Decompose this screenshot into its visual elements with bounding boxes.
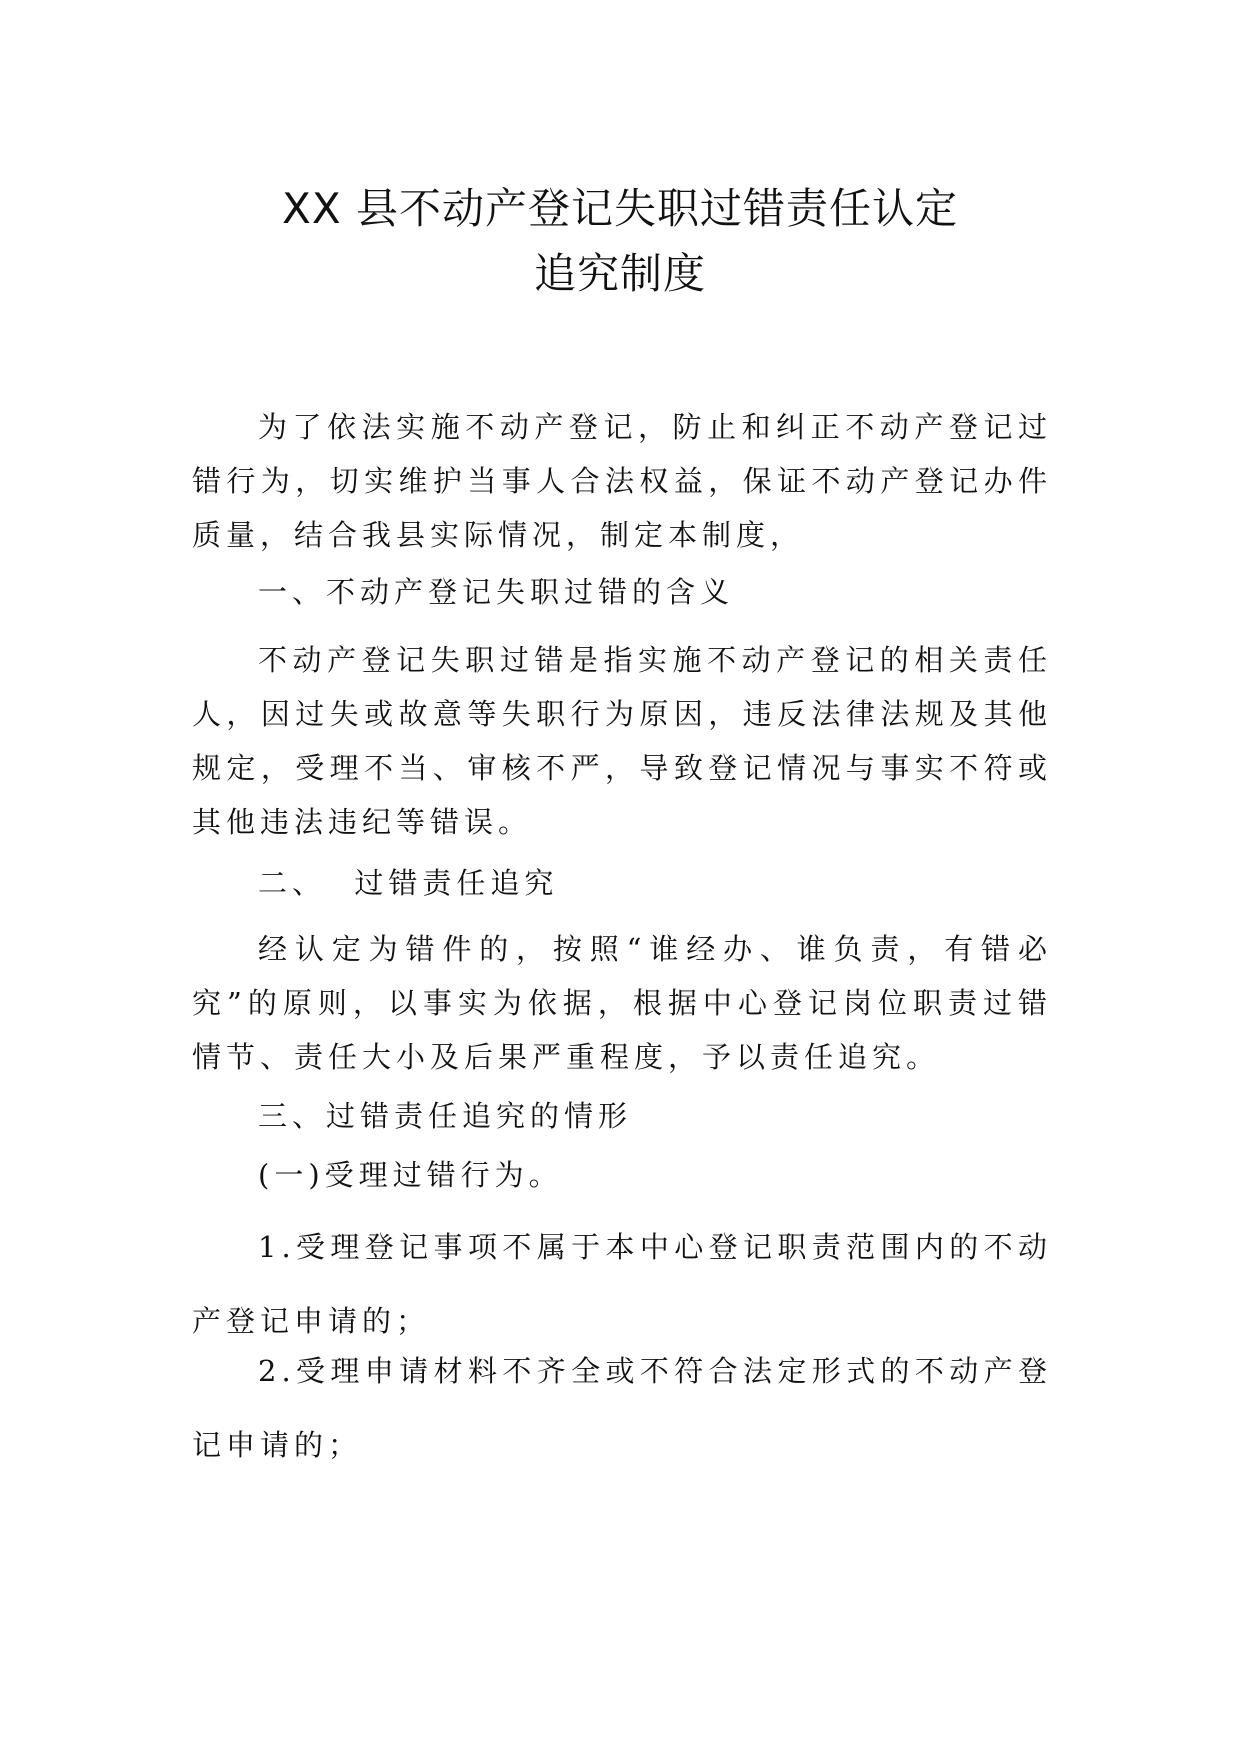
intro-paragraph: 为了依法实施不动产登记，防止和纠正不动产登记过错行为，切实维护当事人合法权益，保证不动产登记办件质量，结合我县实际情况，制定本制度， [192,410,1052,552]
list-item-2: 2.受理申请材料不齐全或不符合法定形式的不动产登记申请的； [192,1354,1052,1462]
section3-heading: 三、过错责任追究的情形 [258,1099,633,1133]
section2-heading: 二、 过错责任追究 [258,866,559,900]
list-item-1: 1.受理登记事项不属于本中心登记职责范围内的不动产登记申请的； [192,1230,1052,1338]
document-title-line2: 追究制度 [533,249,706,298]
section1-paragraph: 不动产登记失职过错是指实施不动产登记的相关责任人，因过失或故意等失职行为原因，违反法律法规及其他规定，受理不当、审核不严，导致登记情况与事实不符或其他违法违纪等错误。 [192,643,1052,839]
section1-heading: 一、不动产登记失职过错的含义 [258,575,735,609]
document-title-line1: XX 县不动产登记失职过错责任认定 [282,184,958,233]
section2-paragraph: 经认定为错件的，按照“谁经办、谁负责，有错必究”的原则，以事实为依据，根据中心登记岗位职责过错情节、责任大小及后果严重程度，予以责任追究。 [192,932,1052,1074]
subsection1-heading: (一)受理过错行为。 [258,1158,563,1192]
